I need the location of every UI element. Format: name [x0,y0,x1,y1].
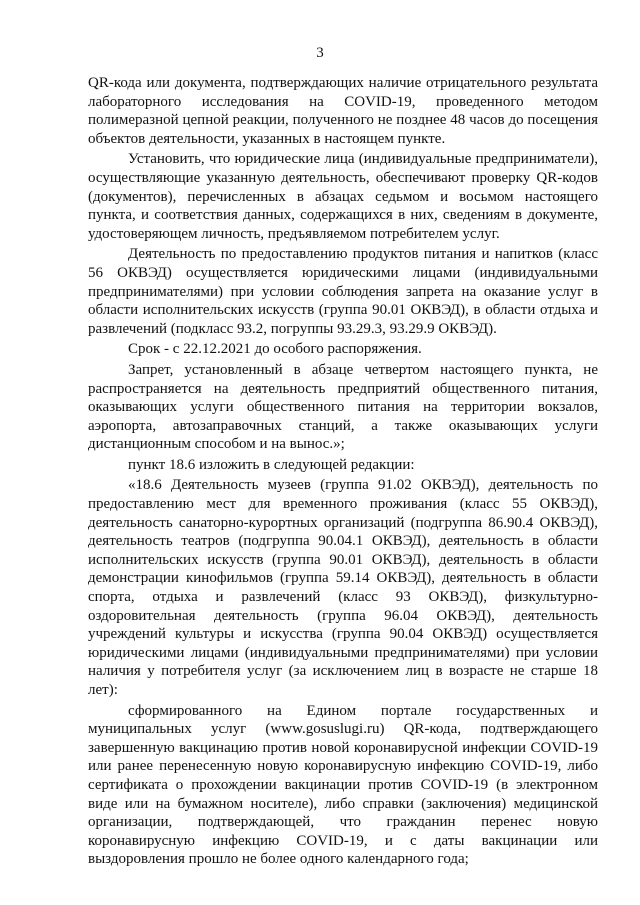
page-number: 3 [316,45,324,61]
paragraph-qr-code-vaccination: сформированного на Едином портале государственных и муниципальных услуг (www.gosuslugi.ru) QR-кода, подтверждающего завершенную вакцинацию против новой коронавирусной инфекции COVID-19 или ранее перенесенную новую коронавирусную инфекцию COVID-19, либо сертификата о прохождении вакцинации против COVID-19 (в электронном виде или на бумажном носителе), либо справки (заключения) медицинской организации, подтверждающей, что гражданин перенес новую коронавирусную инфекцию COVID-19, и с даты вакцинации или выздоровления прошло не более одного календарного года; [88,702,598,868]
paragraph-item-18-6-text: «18.6 Деятельность музеев (группа 91.02 ОКВЭД), деятельность по предоставлению мест для временного проживания (класс 55 ОКВЭД), деятельность санаторно-курортных организаций (подгруппа 86.90.4 ОКВЭД), деятельность театров (подгруппа 90.04.1 ОКВЭД), деятельность в области исполнительских искусств (группа 90.01 ОКВЭД), деятельность в области демонстрации кинофильмов (группа 59.14 ОКВЭД), деятельность в области спорта, отдыха и развлечений (класс 93 ОКВЭД), физкультурно-оздоровительная деятельность (группа 96.04 ОКВЭД), деятельность учреждений культуры и искусства (группа 90.04 ОКВЭД) осуществляется юридическими лицами (индивидуальными предпринимателями) при условии наличия у потребителя услуг (за исключением лиц в возрасте не старше 18 лет): [88,477,598,698]
paragraph-qr-code-pcr: QR-кода или документа, подтверждающих наличие отрицательного результата лабораторного исследования на COVID-19, проведенного методом полимеразной цепной реакции, полученного не позднее 48 часов до посещения объектов деятельности, указанных в настоящем пункте. [88,75,598,147]
paragraph-ban-exception: Запрет, установленный в абзаце четвертом настоящего пункта, не распространяется на деятельность предприятий общественного питания, оказывающих услуги общественного питания на территории вокзалов, аэропорта, автозаправочных станций, а также оказывающих услуги дистанционным способом и на вынос.»; [88,361,598,453]
paragraph-item-18-6-intro: пункт 18.6 изложить в следующей редакции: [128,456,415,473]
document-body [88,74,598,871]
paragraph-establish-verification: Установить, что юридические лица (индивидуальные предприниматели), осуществляющие указанную деятельность, обеспечивают проверку QR-кодов (документов), перечисленных в абзацах седьмом и восьмом настоящего пункта, и соответствия данных, содержащихся в них, сведениям в документе, удостоверяющем личность, предъявляемом потребителем услуг. [88,151,598,242]
paragraph-food-service-activity: Деятельность по предоставлению продуктов питания и напитков (класс 56 ОКВЭД) осуществляется юридическими лицами (индивидуальными предпринимателями) при условии соблюдения запрета на оказание услуг в области исполнительских искусств (группа 90.01 ОКВЭД), в области отдыха и развлечений (подкласс 93.2, погруппы 93.29.3, 93.29.9 ОКВЭД). [88,246,598,337]
paragraph-term: Срок - с 22.12.2021 до особого распоряжения. [128,341,422,358]
